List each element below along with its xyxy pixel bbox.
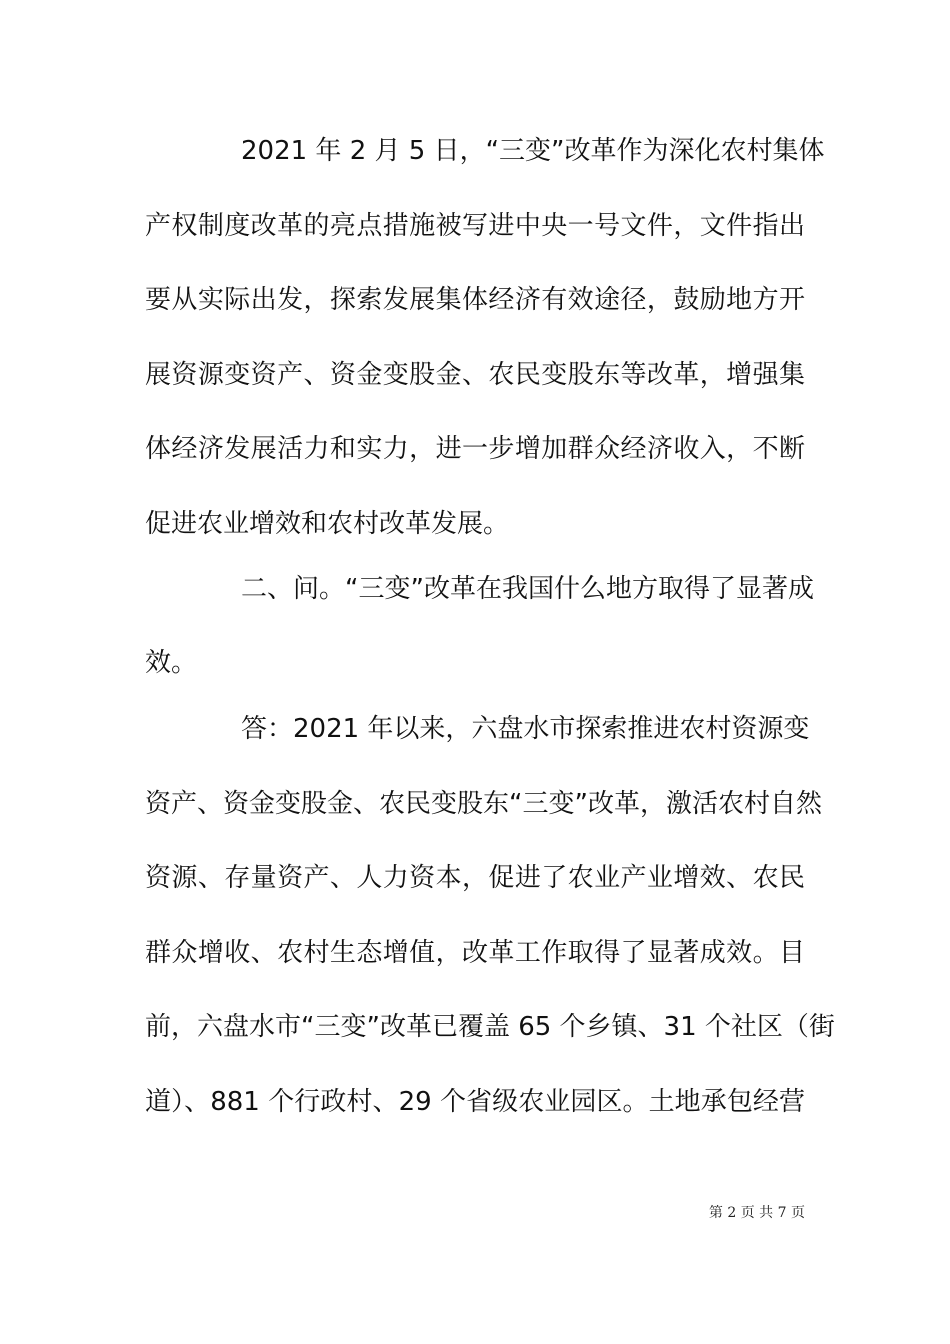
paragraph-1-line-6: 促进农业增效和农村改革发展。 bbox=[145, 509, 510, 539]
question-heading-line-1: 二、问。“三变”改革在我国什么地方取得了显著成 bbox=[241, 574, 814, 604]
page-number-footer: 第 2 页 共 7 页 bbox=[708, 1205, 805, 1221]
answer-line-4: 群众增收、农村生态增值，改革工作取得了显著成效。目 bbox=[145, 938, 805, 968]
paragraph-1-line-1: 2021 年 2 月 5 日，“三变”改革作为深化农村集体 bbox=[241, 136, 825, 166]
answer-line-6: 道）、881 个行政村、29 个省级农业园区。土地承包经营 bbox=[145, 1087, 805, 1117]
paragraph-1-line-5: 体经济发展活力和实力，进一步增加群众经济收入，不断 bbox=[145, 434, 805, 464]
paragraph-1-line-4: 展资源变资产、资金变股金、农民变股东等改革，增强集 bbox=[145, 360, 805, 390]
answer-line-5: 前，六盘水市“三变”改革已覆盖 65 个乡镇、31 个社区（街 bbox=[145, 1012, 835, 1042]
paragraph-1-line-3: 要从实际出发，探索发展集体经济有效途径，鼓励地方开 bbox=[145, 285, 805, 315]
question-heading-line-2: 效。 bbox=[145, 648, 198, 678]
answer-line-1: 答：2021 年以来，六盘水市探索推进农村资源变 bbox=[241, 714, 810, 744]
answer-line-2: 资产、资金变股金、农民变股东“三变”改革，激活农村自然 bbox=[145, 789, 822, 819]
paragraph-1-line-2: 产权制度改革的亮点措施被写进中央一号文件，文件指出 bbox=[145, 211, 805, 241]
answer-line-3: 资源、存量资产、人力资本，促进了农业产业增效、农民 bbox=[145, 863, 805, 893]
